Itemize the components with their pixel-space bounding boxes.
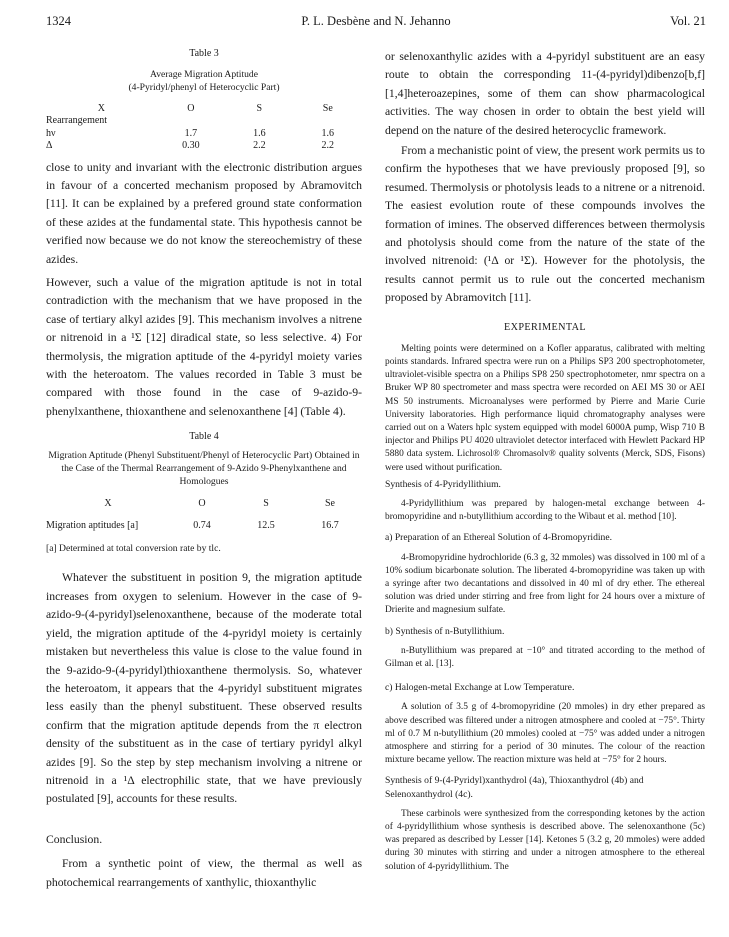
table4-col-x: X [104, 497, 112, 509]
table3-col-s: S [256, 102, 263, 114]
table4-footnote: [a] Determined at total conversion rate by tlc. [46, 542, 221, 554]
table-row [46, 140, 362, 153]
table4-col-se: Se [325, 497, 335, 509]
table3-title: Table 3 [189, 48, 219, 59]
table-row [46, 128, 362, 141]
table3-rearrangement-label: Rearrangement [46, 115, 108, 127]
volume-label: Vol. 21 [670, 14, 706, 28]
subsection-heading: Synthesis of 9-(4-Pyridyl)xanthydrol (4a), Thioxanthydrol (4b) and Selenoxanthydrol (4c). [385, 775, 644, 800]
subsection-heading: c) Halogen-metal Exchange at Low Temperature. [385, 682, 575, 694]
paragraph: From a synthetic point of view, the thermal as well as photochemical rearrangements of xanthylic, thioxanthylic [46, 857, 362, 889]
table3-header-row [46, 103, 362, 116]
experimental-paragraph: 4-Bromopyridine hydrochloride (6.3 g, 32 mmoles) was dissolved in 100 ml of a 10% sodium bicarbonate solution. The liberated 4-bromopyridine was taken up with a syringe after two decantations and dissolved in 40 ml of dry ether. The ethereal solution was dried under stirring and free from light for 24 hours over a mixture of Drierite and magnesium sulfate. [385, 552, 705, 616]
table4-title: Table 4 [189, 431, 219, 443]
table4-col-s: S [263, 497, 269, 509]
table4-row-label: Migration aptitudes [a] [46, 519, 139, 531]
experimental-paragraph: n-Butyllithium was prepared at −10° and titrated according to the method of Gilman et al. [13]. [385, 645, 705, 669]
table4-col-o: O [198, 497, 206, 509]
page-number: 1324 [46, 14, 71, 28]
table3-cell: 1.6 [253, 127, 266, 139]
table3-caption: Average Migration Aptitude [150, 69, 258, 80]
running-authors: P. L. Desbène and N. Jehanno [301, 14, 451, 28]
table4-cell: 16.7 [321, 519, 339, 531]
experimental-paragraph: A solution of 3.5 g of 4-bromopyridine (20 mmoles) in dry ether prepared as above described was filtered under a nitrogen atmosphere and cooled at −75°. Thirty ml of 0.7 M n-butyllithium (20 mmoles) cooled at −75° was added under a nitrogen atmosphere and stirring for a period of 30 minutes. The colour of the reaction mixture became yellow. The reaction mixture was held at −75° for 2 hours. [385, 702, 705, 766]
table4-cell: 12.5 [257, 519, 275, 531]
right-column [385, 48, 705, 874]
table3-caption-2: (4-Pyridyl/phenyl of Heterocyclic Part) [128, 81, 280, 93]
table3-col-se: Se [322, 102, 333, 114]
table3-row-label: hν [46, 127, 56, 139]
table3-col-o: O [187, 102, 195, 114]
table3-cell: 2.2 [321, 140, 335, 152]
table3-cell: 0.30 [182, 140, 200, 152]
experimental-paragraph: These carbinols were synthesized from the corresponding ketones by the action of 4-pyridyllithium whose synthesis is described above. The selenoxanthone (5c) was prepared as described by Lesser [14]. Ketones 5 (3.2 g, 20 mmoles) were added during 30 minutes with stirring and under a nitrogen atmosphere to the ethereal solution of 4-pyridyllithium. The [385, 808, 705, 872]
experimental-paragraph: 4-Pyridyllithium was prepared by halogen-metal exchange between 4-bromopyridine and n-butyllithium according to the Wibaut et al. method [10]. [385, 498, 705, 523]
subsection-heading: a) Preparation of an Ethereal Solution of 4-Bromopyridine. [385, 532, 612, 544]
left-column [46, 48, 362, 892]
conclusion-heading: Conclusion. [46, 832, 103, 846]
table3-cell: 1.6 [321, 127, 335, 139]
subsection-heading: b) Synthesis of n-Butyllithium. [385, 625, 505, 637]
table-row [46, 519, 362, 533]
table3-col-x: X [97, 102, 105, 114]
table3-row-header [46, 115, 362, 128]
table3-row-label: Δ [46, 140, 53, 152]
paragraph: or selenoxanthylic azides with a 4-pyridyl substituent are an easy route to obtain the corresponding 11-(4-pyridyl)dibenzo[b,f][1,4]heteroazepines, some of them can show pharmacological activities. The way chosen in order to obtain the best yield will depend on the nature of the desired heterocyclic framework. [385, 50, 705, 137]
table4-header-row [46, 497, 362, 511]
table4-caption: Migration Aptitude (Phenyl Substituent/Phenyl of Heterocyclic Part) Obtained in the Case of the Thermal Rearrangement of 9-Azido 9-Phenylxanthene and Homologues [48, 450, 360, 487]
paragraph: From a mechanistic point of view, the present work permits us to confirm the hypotheses that we have previously proposed [9], so resumed. Thermolysis or photolysis leads to a nitrene or a nitrenoid. The easiest evolution route of these compounds involves the formation of imines. The observed differences between thermolysis and photolysis should come from the nature of the state of the involved nitrenoid: (¹Δ or ¹Σ). However for the photolysis, the results cannot permit us to rule out the concerted mechanism proposed by Abramovitch [11]. [385, 144, 705, 305]
page-header [46, 14, 706, 32]
experimental-paragraph: Melting points were determined on a Kofler apparatus, calibrated with melting points standards. Infrared spectra were run on a Philips SP3 200 spectrophotometer, ultraviolet-visible spectra on a Philips SP8 250 spectrophotometer, nmr spectra on a Bruker WP 80 spectrometer and mass spectra were recorded on AEI MS 30 or AEI MS 50 instruments. Microanalyses were performed by Pierre and Marie Curie University laboratories. High performance liquid chromatography analyses were carried out on a Waters hplc system equipped with model 6000A pump, Wisp 710 B injector and Philips PU 4020 ultraviolet detector interfaced with Hewlett Packard HP 5880 data system. Lichrosol® Chromasolv® quality solvents (Merck, SDS, Fisons) were used without purification. [385, 343, 705, 473]
paragraph: close to unity and invariant with the electronic distribution argues in favour of a concerted mechanism proposed by Abramovitch [11]. It can be explained by a prefered ground state conformation of these azides at the fundamental state. This hypothesis cannot be verified now because we do not know the stereochemistry of these azides. [46, 160, 362, 266]
table4-cell: 0.74 [193, 519, 211, 531]
table3 [46, 103, 362, 153]
subsection-heading: Synthesis of 4-Pyridyllithium. [385, 478, 501, 490]
table3-cell: 2.2 [253, 140, 266, 152]
experimental-heading: EXPERIMENTAL [503, 321, 587, 333]
paragraph: Whatever the substituent in position 9, the migration aptitude increases from oxygen to selenium. However in the case of 9-azido-9-(4-pyridyl)selenoxanthene, because of the moderate total yield, the migration aptitude of the 4-pyridyl moiety is certainly mistaken but nevertheless this value is close to the value found in the 9-azido-9-(4-pyridyl)thioxanthene thermolysis. So, whatever the heteroatom, it appears that the 4-pyridyl substituent migrates less easily than the phenyl substituent. These observed results confirm that the migration aptitude depends from the π electron density of the substituent as in the case of tertiary pyridyl alkyl azides [9]. So the step by step mechanism involving a nitrene or nitrenoid in a ¹Δ electrophilic state, that we have previously postulated [9], accounts for these results. [46, 571, 362, 806]
table4 [46, 497, 362, 533]
table3-cell: 1.7 [184, 127, 198, 139]
paragraph: However, such a value of the migration aptitude is not in total contradiction with the mechanism that we have proposed in the case of tertiary alkyl azides [9]. This mechanism involves a nitrene or nitrenoid in a ¹Σ [12] diradical state, so less selective. 4) For thermolysis, the migration aptitude of the 4-pyridyl moiety varies with the heteroatom. The values recorded in Table 3 must be compared with those found in the case of 9-azido-9-phenylxanthene, thioxanthene and selenoxanthene [4] (Table 4). [46, 276, 362, 418]
